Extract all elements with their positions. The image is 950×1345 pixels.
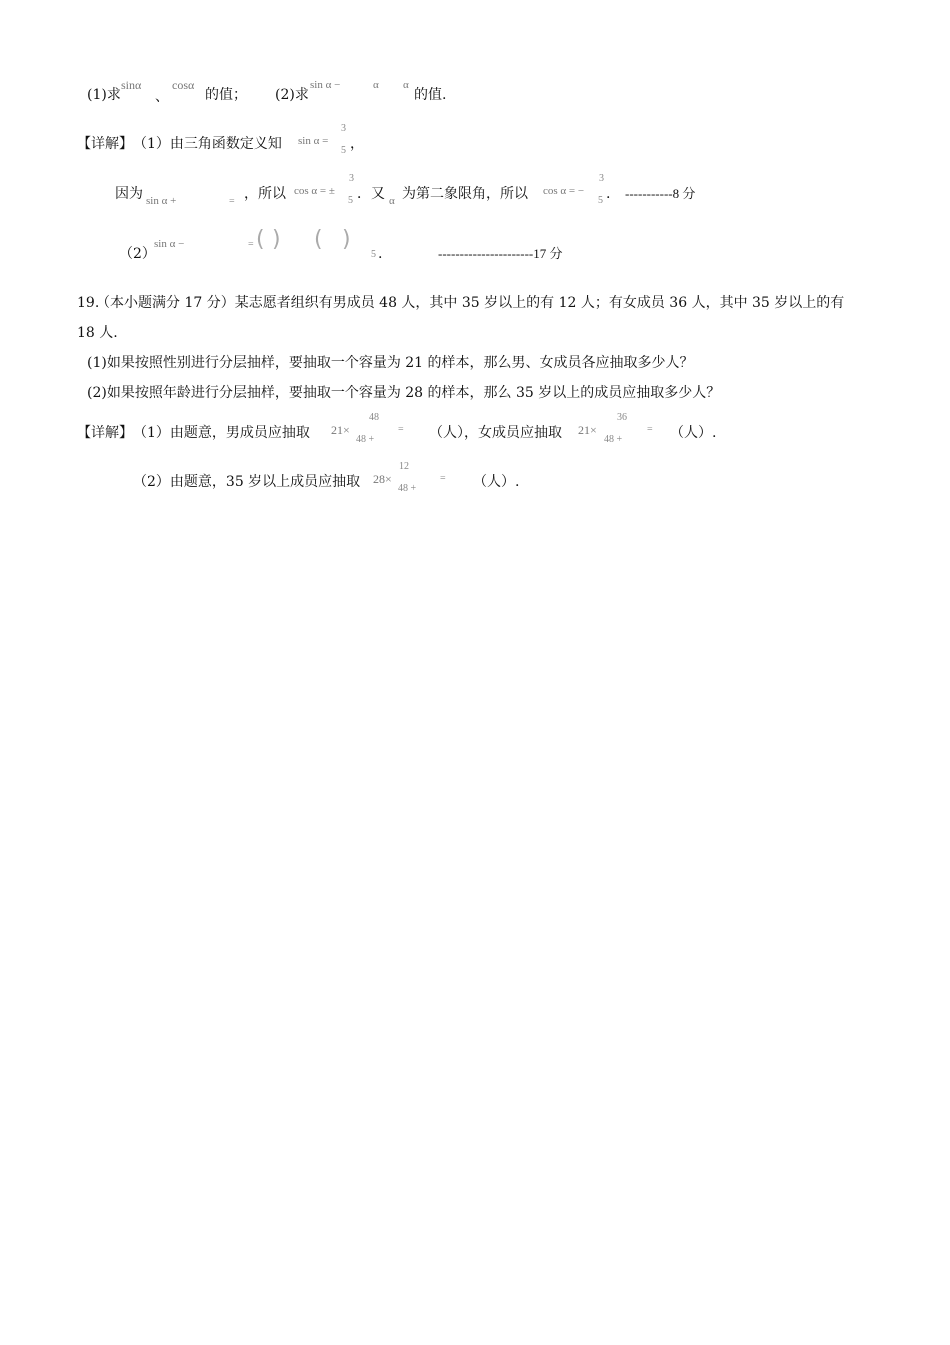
q19-den48-c: 48 + bbox=[398, 483, 417, 494]
q18-alpha-c: α bbox=[389, 195, 395, 207]
q18-eq: = bbox=[229, 196, 235, 207]
q19-people-end: （人）. bbox=[670, 425, 717, 441]
q19-sol2-text: （2）由题意，35 岁以上成员应抽取 bbox=[133, 474, 361, 490]
q18-paren-right-1: ) bbox=[272, 227, 281, 252]
q18-because: 因为 bbox=[115, 186, 143, 202]
q18-eq-paren: = bbox=[248, 239, 254, 250]
q19-times21: 21× bbox=[331, 423, 350, 437]
q18-cos-eq-minus: cos α = − bbox=[543, 185, 585, 197]
q18-sin-eq: sin α = bbox=[298, 135, 329, 147]
q19-num36: 36 bbox=[617, 412, 627, 423]
q18-alpha-b: α bbox=[403, 79, 409, 91]
q19-sol1-text: （1）由题意，男成员应抽取 bbox=[133, 425, 310, 441]
q19-people-end2: （人）. bbox=[473, 474, 520, 490]
q18-score8: -----------8 分 bbox=[625, 186, 696, 201]
q18-period-2: . bbox=[378, 246, 383, 262]
q18-second-quadrant: 为第二象限角，所以 bbox=[402, 186, 528, 202]
q19-people: （人），女成员应抽取 bbox=[429, 425, 562, 441]
q19-sub1: (1)如果按照性别进行分层抽样，要抽取一个容量为 21 的样本，那么男、女成员各应抽取多少人？ bbox=[87, 355, 694, 371]
q19-number: 19. bbox=[77, 295, 100, 311]
q18-so-text: ，所以 bbox=[244, 186, 286, 202]
q18-sin-alpha: sinα bbox=[121, 78, 142, 92]
q18-sol2-label: （2） bbox=[119, 246, 156, 262]
q19-sub2: (2)如果按照年龄进行分层抽样，要抽取一个容量为 28 的样本，那么 35 岁以上的成员应抽取多少人？ bbox=[87, 385, 721, 401]
q18-paren-left-2: ( bbox=[314, 227, 323, 252]
q18-cos-alpha: cosα bbox=[172, 78, 195, 92]
q18-frac-num: 3 bbox=[341, 123, 346, 134]
q19-intro: （本小题满分 17 分）某志愿者组织有男成员 48 人，其中 35 岁以上的有 12 人；有女成员 36 人，其中 35 岁以上的有 bbox=[96, 295, 845, 311]
q18-period: . bbox=[606, 186, 611, 202]
q19-eq-c: = bbox=[440, 473, 446, 484]
q18-sep: 、 bbox=[155, 89, 169, 105]
q18-paren-left-1: ( bbox=[256, 227, 265, 252]
q19-intro-cont: 18 人. bbox=[77, 325, 118, 341]
q19-eq: = bbox=[398, 424, 404, 435]
q18-frac-den-4: 5 bbox=[371, 249, 376, 260]
q18-frac-den: 5 bbox=[341, 145, 346, 156]
q19-times21-b: 21× bbox=[578, 423, 597, 437]
q18-detail-label: 【详解】 bbox=[77, 136, 133, 152]
q18-part2-label: (2)求 bbox=[275, 87, 309, 103]
q18-sin-minus: sin α − bbox=[310, 79, 341, 91]
q18-frac-den-2: 5 bbox=[348, 195, 353, 206]
q18-value-text1: 的值； bbox=[205, 87, 247, 103]
q19-den48-b: 48 + bbox=[604, 434, 623, 445]
q18-frac-num-2: 3 bbox=[349, 173, 354, 184]
q18-sin-alpha-plus: sin α + bbox=[146, 195, 177, 207]
q18-sol1-text: （1）由三角函数定义知 bbox=[133, 136, 282, 152]
q18-sin-alpha-minus: sin α − bbox=[154, 238, 185, 250]
q19-num48: 48 bbox=[369, 412, 379, 423]
q18-frac-den-3: 5 bbox=[598, 195, 603, 206]
q18-paren-right-2: ) bbox=[342, 227, 351, 252]
q19-eq-b: = bbox=[647, 424, 653, 435]
q18-comma: ， bbox=[350, 136, 364, 152]
q18-value-text2: 的值. bbox=[414, 87, 447, 103]
q18-frac-num-3: 3 bbox=[599, 173, 604, 184]
q19-times28: 28× bbox=[373, 472, 392, 486]
q18-cos-eq-pm: cos α = ± bbox=[294, 185, 335, 197]
q19-den48: 48 + bbox=[356, 434, 375, 445]
q19-num12: 12 bbox=[399, 461, 409, 472]
q18-alpha-a: α bbox=[373, 79, 379, 91]
q18-period-you: ．又 bbox=[357, 186, 385, 202]
q19-detail-label: 【详解】 bbox=[77, 425, 133, 441]
q18-part1-label: (1)求 bbox=[87, 87, 121, 103]
q18-score17: ----------------------17 分 bbox=[438, 246, 563, 261]
